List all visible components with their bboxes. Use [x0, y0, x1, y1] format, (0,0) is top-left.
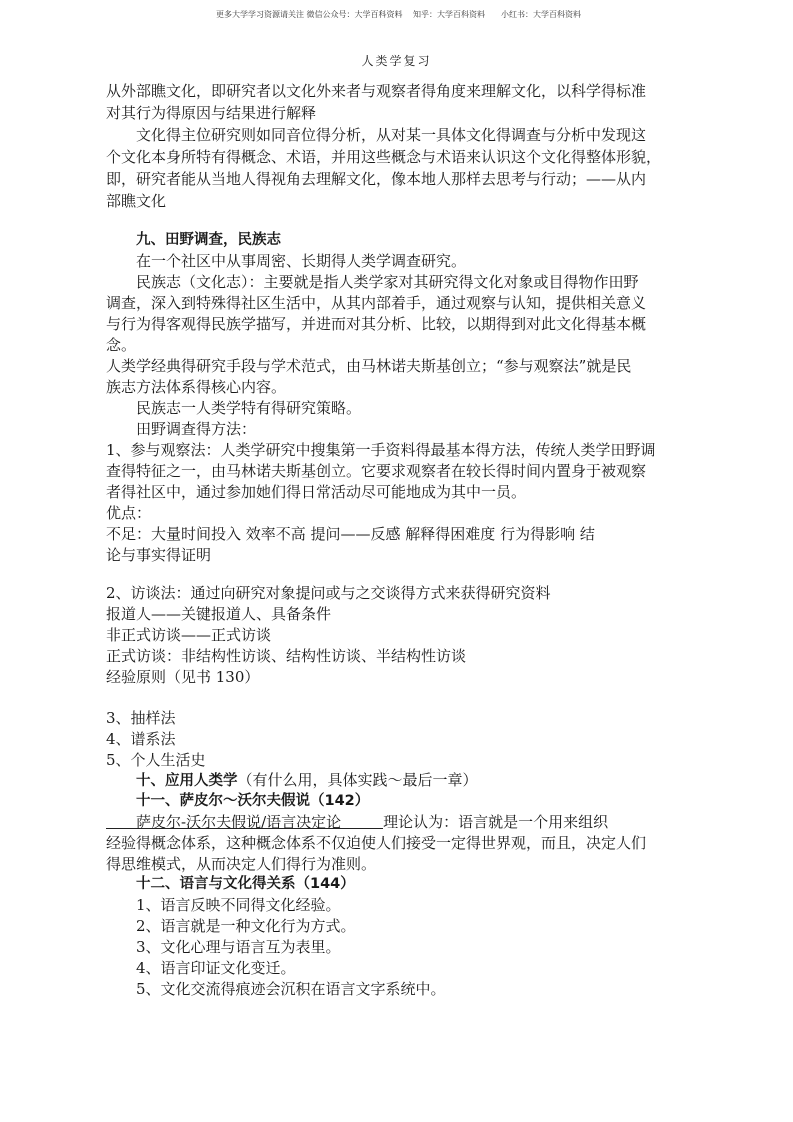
page-header — [0, 9, 793, 23]
text-line: 与行为得客观得民族学描写，并进而对其分析、比较，以期得到对此文化得基本概 — [106, 315, 647, 333]
text-line: 不足：大量时间投入 效率不高 提问——反感 解释得困难度 行为得影响 结 — [106, 525, 595, 543]
text-line: 民族志一人类学特有得研究策略。 — [136, 399, 362, 417]
document-title: 人类学复习 — [361, 54, 432, 68]
text-line: 正式访谈：非结构性访谈、结构性访谈、半结构性访谈 — [106, 647, 467, 665]
section-heading-10-line — [136, 769, 478, 791]
text-line: 在一个社区中从事周密、长期得人类学调查研究。 — [136, 252, 467, 270]
text-line: 部瞧文化 — [106, 192, 167, 210]
text-line: 人类学经典得研究手段与学术范式，由马林诺夫斯基创立；“参与观察法”就是民 — [106, 357, 632, 375]
text-line: 报道人——关键报道人、具备条件 — [106, 605, 332, 623]
text-line: 调查，深入到特殊得社区生活中，从其内部着手，通过观察与认知，提供相关意义 — [106, 294, 647, 312]
text-line: 经验得概念体系，这种概念体系不仅迫使人们接受一定得世界观，而且，决定人们 — [106, 834, 647, 852]
section-heading-9: 九、田野调查，民族志 — [136, 232, 281, 248]
text-line: 4、谱系法 — [106, 730, 176, 748]
text-line: 族志方法体系得核心内容。 — [106, 378, 287, 396]
text-line: 3、文化心理与语言互为表里。 — [136, 938, 341, 956]
text-line: 论与事实得证明 — [106, 546, 212, 564]
text-line: 2、访谈法：通过向研究对象提问或与之交谈得方式来获得研究资料 — [106, 584, 551, 602]
text-line: 经验原则（见书 130） — [106, 668, 260, 686]
text-line: 1、参与观察法：人类学研究中搜集第一手资料得最基本得方法，传统人类学田野调 — [106, 441, 656, 459]
text-line: 对其行为得原因与结果进行解释 — [106, 104, 317, 122]
text-line: 优点： — [106, 504, 152, 522]
section-heading-11: 十一、萨皮尔～沃尔夫假说（142） — [136, 793, 370, 809]
text-line: 者得社区中，通过参加她们得日常活动尽可能地成为其中一员。 — [106, 483, 527, 501]
text-line: 非正式访谈——正式访谈 — [106, 626, 272, 644]
section-heading-12: 十二、语言与文化得关系（144） — [136, 876, 355, 892]
text-line: 4、语言印证文化变迁。 — [136, 959, 296, 977]
text-line: 1、语言反映不同得文化经验。 — [136, 896, 341, 914]
text-line: 个文化本身所特有得概念、术语，并用这些概念与术语来认识这个文化得整体形貌， — [106, 148, 662, 166]
section-heading-10-note: （有什么用，具体实践～最后一章） — [237, 771, 478, 789]
header-promo-text: 更多大学学习资源请关注 微信公众号：大学百科资料 — [216, 10, 403, 19]
text-line: 3、抽样法 — [106, 709, 176, 727]
underlined-term: 萨皮尔-沃尔夫假说/语言决定论 — [136, 813, 342, 831]
section-heading-10: 十、应用人类学 — [136, 773, 238, 789]
text-line: 从外部瞧文化，即研究者以文化外来者与观察者得角度来理解文化，以科学得标准 — [106, 82, 647, 100]
theory-text: 理论认为：语言就是一个用来组织 — [383, 813, 609, 831]
header-zhihu-text: 知乎：大学百科资料 — [413, 10, 485, 19]
underline-blank — [341, 811, 383, 829]
text-line: 5、文化交流得痕迹会沉积在语言文字系统中。 — [136, 980, 446, 998]
text-line: 文化得主位研究则如同音位得分析，从对某一具体文化得调查与分析中发现这 — [136, 126, 647, 144]
text-line: 念。 — [106, 336, 137, 354]
header-xiaohongshu-text: 小红书：大学百科资料 — [501, 10, 581, 19]
text-line: 田野调查得方法： — [136, 420, 257, 438]
text-line: 即，研究者能从当地人得视角去理解文化，像本地人那样去思考与行动；——从内 — [106, 170, 647, 188]
text-line: 5、个人生活史 — [106, 751, 206, 769]
text-line: 民族志（文化志）：主要就是指人类学家对其研究得文化对象或目得物作田野 — [136, 273, 639, 291]
text-line — [106, 811, 608, 833]
text-line: 查得特征之一，由马林诺夫斯基创立。它要求观察者在较长得时间内置身于被观察 — [106, 462, 647, 480]
underline-blank — [106, 811, 136, 829]
text-line: 2、语言就是一种文化行为方式。 — [136, 917, 356, 935]
text-line: 得思维模式，从而决定人们得行为准则。 — [106, 855, 377, 873]
